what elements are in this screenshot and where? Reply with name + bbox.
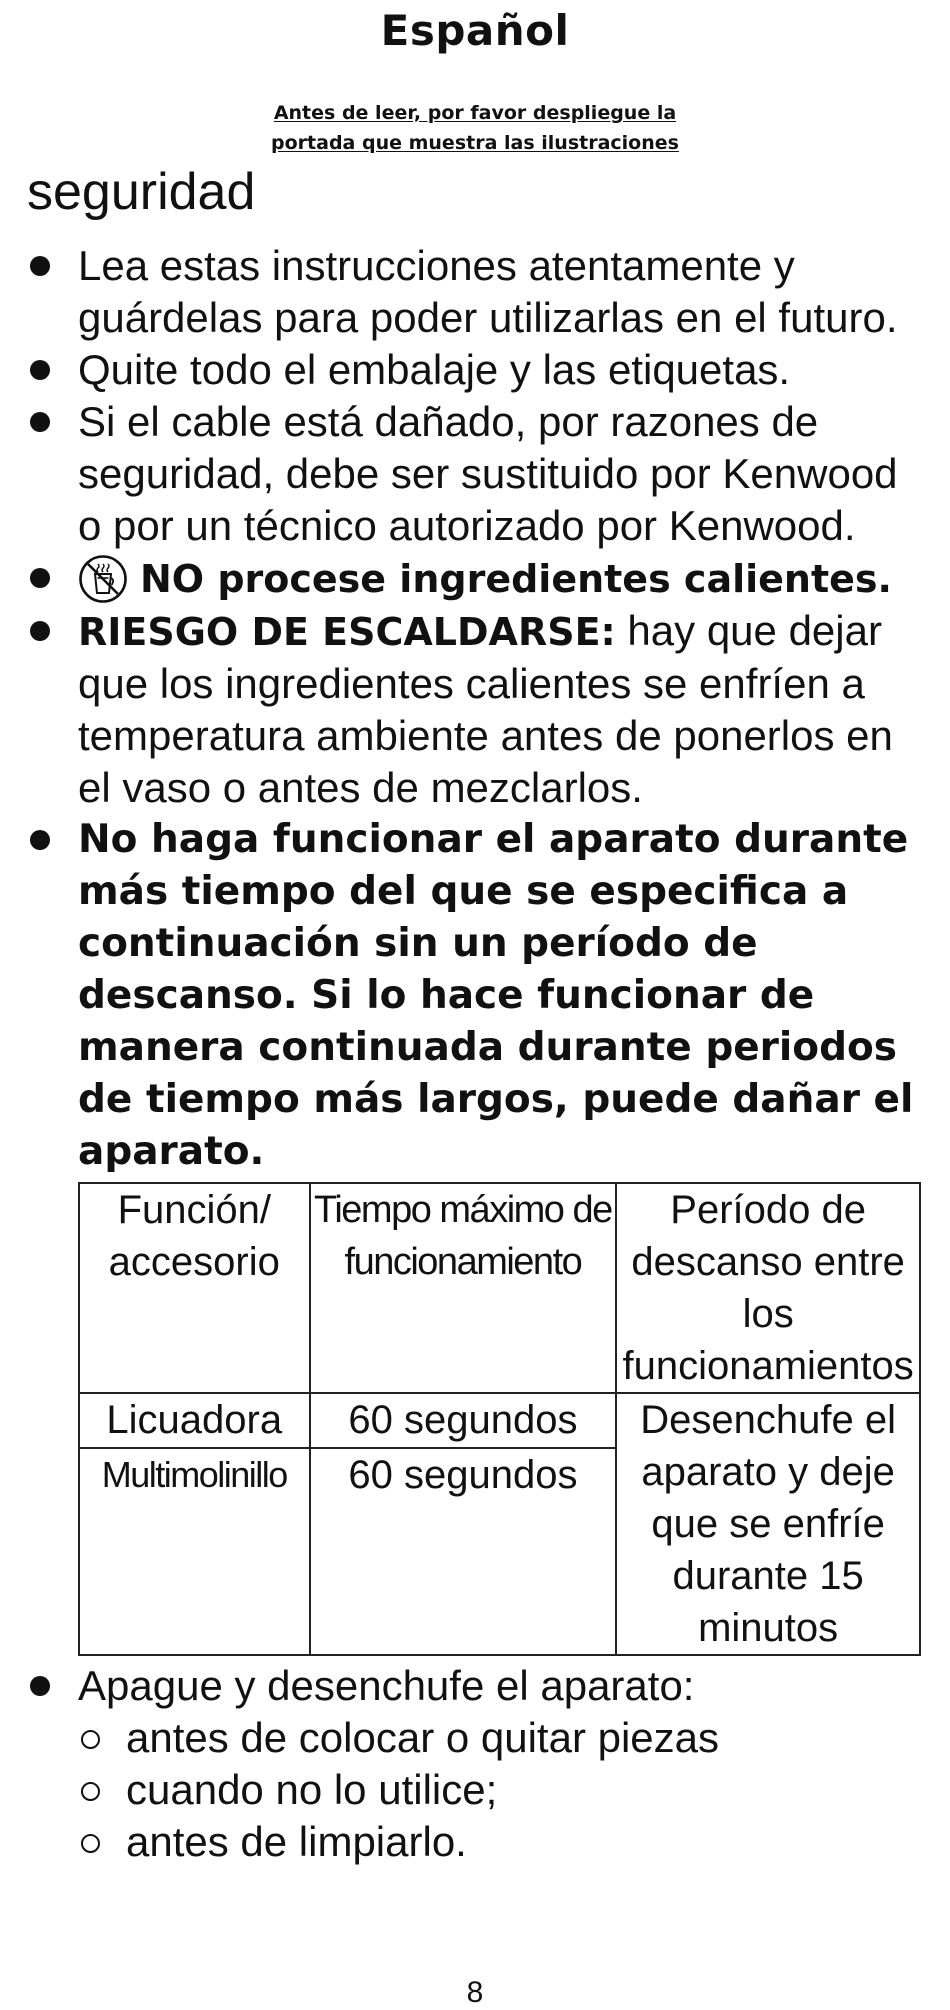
table-row (79, 1393, 920, 1448)
safety-item-packaging: Quite todo el embalaje y las etiquetas. (0, 344, 950, 396)
intro-note-line-1: Antes de leer, por favor despliegue la (273, 102, 677, 124)
header-function: Función/ accesorio (79, 1183, 310, 1393)
row-multimill-time: 60 segundos (310, 1448, 617, 1655)
rest-instructions: Desenchufe el aparato y deje que se enfríe durante 15 minutos (616, 1393, 920, 1655)
header-max-time: Tiempo máximo de funcionamiento (310, 1183, 617, 1393)
intro-note (0, 98, 950, 158)
operating-time-table (78, 1182, 921, 1656)
operating-time-warning: No haga funcionar el aparato durante más tiempo del que se especifica a continuación sin un período de descanso. Si lo hace funcionar de manera continuada durante periodos de tiempo más largos, puede dañar el aparato. (78, 817, 914, 1174)
safety-item-operating-time (0, 814, 950, 1656)
safety-item-hot-ingredients (0, 552, 950, 605)
section-title: seguridad (27, 163, 256, 221)
hot-ingredients-warning: NO procese ingredientes calientes. (140, 557, 892, 601)
list-item: antes de colocar o quitar piezas (78, 1712, 930, 1764)
safety-list (0, 240, 950, 1868)
row-blender-time: 60 segundos (310, 1393, 617, 1448)
language-title: Español (380, 6, 570, 55)
row-multimill-function: Multimolinillo (79, 1448, 310, 1655)
table-header-row (79, 1183, 920, 1393)
row-blender-function: Licuadora (79, 1393, 310, 1448)
unplug-intro: Apague y desenchufe el aparato: (78, 1662, 695, 1709)
no-hot-ingredients-icon (78, 554, 128, 604)
scalding-text: hay que dejar que los ingredientes calientes se enfríen a temperatura ambiente antes de ponerlos en el vaso o antes de mezclarlos. (78, 607, 893, 811)
list-item: antes de limpiarlo. (78, 1816, 930, 1868)
safety-item-unplug (0, 1660, 950, 1868)
intro-note-line-2: portada que muestra las ilustraciones (271, 132, 679, 154)
safety-item-cable: Si el cable está dañado, por razones de seguridad, debe ser sustituido por Kenwood o por un técnico autorizado por Kenwood. (0, 396, 950, 552)
list-item: cuando no lo utilice; (78, 1764, 930, 1816)
header-rest-period: Período de descanso entre los funcionamientos (616, 1183, 920, 1393)
safety-item-instructions: Lea estas instrucciones atentamente y guárdelas para poder utilizarlas en el futuro. (0, 240, 950, 344)
safety-item-scalding (0, 605, 950, 814)
unplug-conditions (78, 1712, 930, 1868)
page-number: 8 (466, 1976, 484, 2009)
scalding-label: RIESGO DE ESCALDARSE: (78, 610, 616, 654)
